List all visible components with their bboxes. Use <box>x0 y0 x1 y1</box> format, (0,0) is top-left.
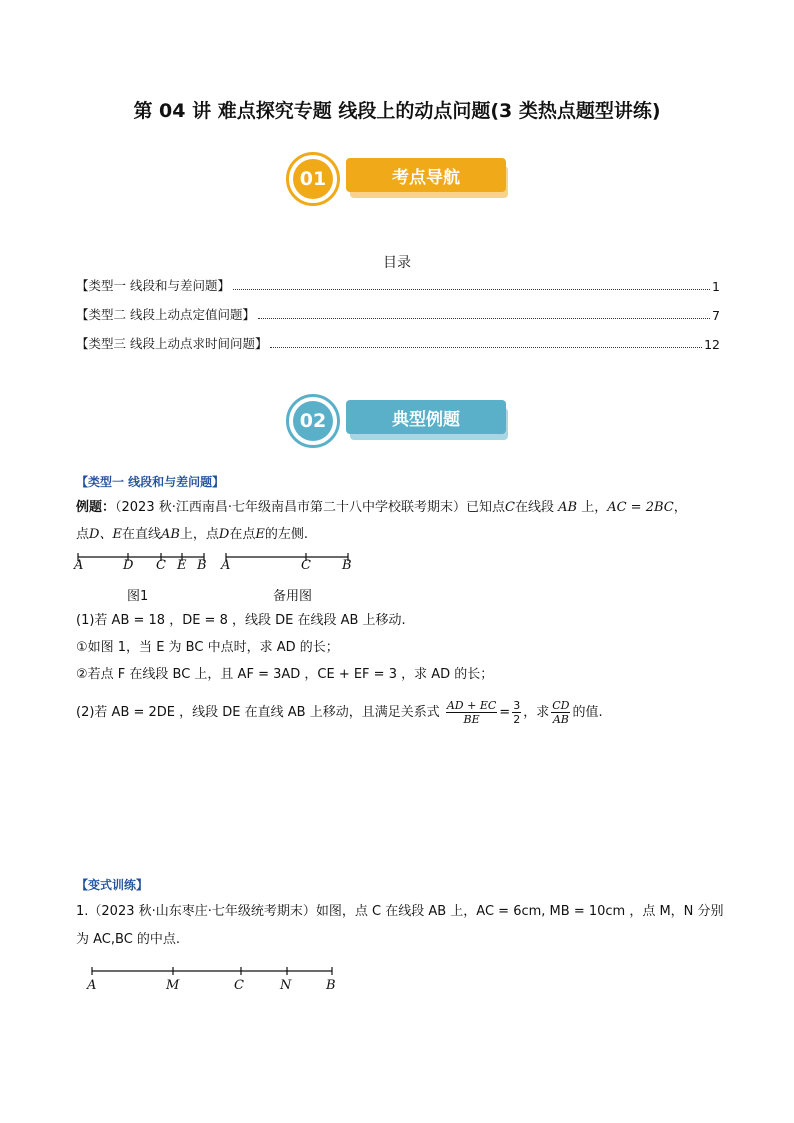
badge-number-circle <box>286 394 340 448</box>
fig2-caption: 备用图 <box>273 589 313 604</box>
toc-row-label: 【类型一 线段和与差问题】 <box>76 278 230 293</box>
badge-label: 典型例题 <box>346 400 506 434</box>
fig2-label-b: B <box>342 558 352 573</box>
example-text: 在直线 <box>121 527 161 542</box>
toc-leader <box>270 347 702 348</box>
fig2-label-a: A <box>221 558 231 573</box>
fraction-numerator: AD + EC <box>446 699 497 712</box>
example-source: （2023 秋·江西南昌·七年级南昌市第二十八中学校联考期末）已知点 <box>115 500 505 515</box>
variant-label-b: B <box>326 978 336 993</box>
badge-number: 02 <box>293 401 333 441</box>
fig1-label-d: D <box>123 558 134 573</box>
fraction-denominator: AB <box>552 713 569 726</box>
section-badge-examples <box>286 394 526 454</box>
toc-row-label: 【类型三 线段上动点求时间问题】 <box>76 336 268 351</box>
page-title: 第 04 讲 难点探究专题 线段上的动点问题(3 类热点题型讲练) <box>133 100 661 122</box>
fraction-numerator: CD <box>552 699 570 712</box>
variant-label-n: N <box>280 978 292 993</box>
fraction-numerator: 3 <box>513 699 521 712</box>
badge-number-circle <box>286 152 340 206</box>
example-text: 上， <box>581 500 608 515</box>
fraction-3-over-2 <box>512 699 521 726</box>
figure-2-segment <box>220 550 360 566</box>
example-text: 上，点 <box>179 527 219 542</box>
badge-label: 考点导航 <box>346 158 506 192</box>
example-text: 在点 <box>229 527 256 542</box>
fig1-label-c: C <box>156 558 166 573</box>
segment-ab: AB <box>553 500 582 515</box>
question-2-text: ，求 <box>523 705 550 720</box>
variant-label-a: A <box>87 978 97 993</box>
points-d-e: D、E <box>89 527 122 542</box>
fig1-label-b: B <box>197 558 207 573</box>
equals-sign: = <box>499 705 511 720</box>
variant-figure-segment <box>86 964 338 980</box>
point-d: D <box>218 527 230 542</box>
toc-row-page: 12 <box>704 337 720 352</box>
fraction-denominator: 2 <box>513 713 521 726</box>
fraction-denominator: BE <box>463 713 480 726</box>
variant-label-m: M <box>166 978 180 993</box>
example-prefix: 例题： <box>76 500 116 515</box>
variant-problem-line-1: 1.（2023 秋·山东枣庄·七年级统考期末）如图，点 C 在线段 AB 上，AC = 6cm, MB = 10cm ，点 M，N 分别 <box>76 904 724 919</box>
example-text: 点 <box>76 527 90 542</box>
example-text: 的左侧. <box>264 527 309 542</box>
question-2-text: (2)若 AB = 2DE ，线段 DE 在直线 AB 上移动，且满足关系式 <box>76 705 440 720</box>
section-heading-type1: 【类型一 线段和与差问题】 <box>76 475 225 489</box>
section-heading-variant-training: 【变式训练】 <box>76 878 149 892</box>
fig1-label-e: E <box>177 558 187 573</box>
toc-leader <box>258 318 710 319</box>
fig1-caption: 图1 <box>127 589 149 604</box>
variant-problem-line-2: 为 AC,BC 的中点. <box>76 932 181 947</box>
toc-row[interactable] <box>76 334 720 352</box>
toc-leader <box>233 289 710 290</box>
fig2-label-c: C <box>301 558 311 573</box>
toc-row-label: 【类型二 线段上动点定值问题】 <box>76 307 255 322</box>
toc-row-page: 1 <box>712 279 720 294</box>
point-c: C <box>505 500 515 515</box>
question-1b: ②若点 F 在线段 BC 上，且 AF = 3AD ，CE + EF = 3 ，求 AD 的长； <box>76 667 494 682</box>
question-1: (1)若 AB = 18 ，DE = 8 ，线段 DE 在线段 AB 上移动. <box>76 613 406 628</box>
question-1a: ①如图 1，当 E 为 BC 中点时，求 AD 的长； <box>76 640 339 655</box>
badge-number: 01 <box>293 159 333 199</box>
question-2 <box>76 692 603 734</box>
example-text: 在线段 <box>514 500 554 515</box>
section-badge-navigation <box>286 152 526 212</box>
variant-label-c: C <box>234 978 244 993</box>
fig1-label-a: A <box>74 558 84 573</box>
figure-1-segment <box>72 550 212 566</box>
example-line-2 <box>76 525 308 545</box>
fraction-ad-ec-over-be <box>446 699 497 726</box>
toc-row[interactable] <box>76 276 720 294</box>
equation-ac-2bc: AC = 2BC <box>607 500 674 515</box>
point-e: E <box>255 527 265 542</box>
fraction-cd-over-ab <box>551 699 570 726</box>
example-line-1: 例题：（2023 秋·江西南昌·七年级南昌市第二十八中学校联考期末）已知点C在线段 AB 上，AC = 2BC， <box>76 500 687 515</box>
line-ab: AB <box>160 527 180 542</box>
toc-row-page: 7 <box>712 308 720 323</box>
toc-title: 目录 <box>383 255 411 271</box>
toc-row[interactable] <box>76 305 720 323</box>
question-2-text: 的值. <box>572 705 603 720</box>
